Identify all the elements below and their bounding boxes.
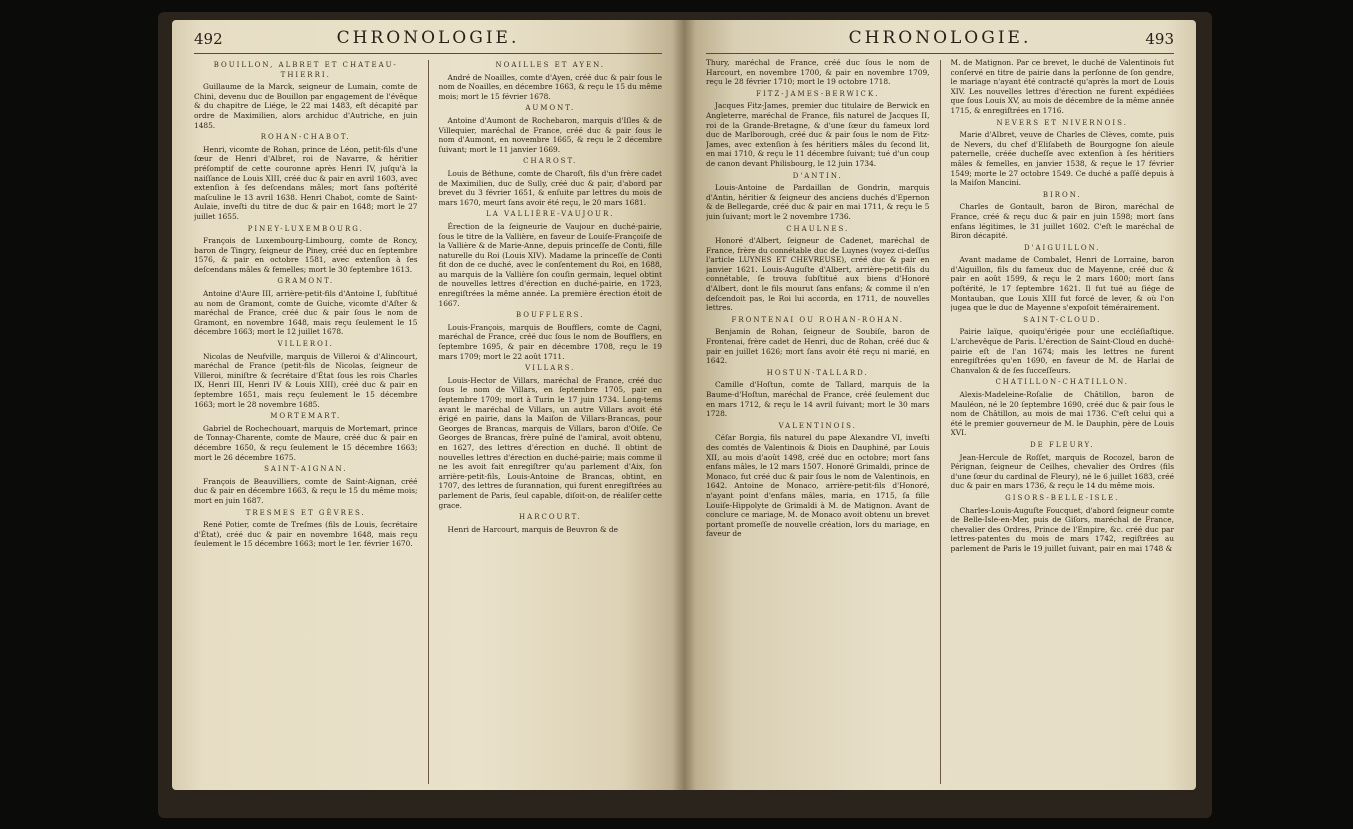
entry-heading: GISORS-BELLE-ISLE. [1005, 493, 1120, 502]
entry-text: Louis de Béthune, comte de Charoſt, fils d'un frère cadet de Maximilien, duc de Sully, créé duc & pair, d'abord par brevet du 3 février 1651, & enſuite par lettres du mois de mars 1670, meurt ſans avoir été reçu, le 20 mars 1681. [438, 168, 662, 207]
entry-text: François de Luxembourg-Limbourg, comte de Roncy, baron de Tingry, ſeigneur de Piney, créé duc en ſeptembre 1576, & pair en octobre 1581, avec extenſion à ſes deſcendans mâles & femelles; mort le 30 ſeptembre 1613. [194, 236, 418, 274]
entry-heading: MORTEMART. [270, 412, 342, 421]
entry-text: Henri de Harcourt, marquis de Beuvron & de [447, 524, 618, 534]
entry-text: Charles de Gontault, baron de Biron, maréchal de France, créé & reçu duc & pair en juin 1598; mort ſans enfans légitimes, le 31 juillet 1602. C'eſt le maréchal de Biron décapité. [950, 202, 1174, 241]
entry-heading: BOUILLON, ALBRET ET CHATEAU-THIERRI. [213, 61, 398, 79]
entry-text: Charles-Louis-Auguſte Foucquet, d'abord ſeigneur comte de Belle-Isle-en-Mer, puis de Giſors, maréchal de France, chevalier des Ordres, Prince de l'Empire, &c. créé duc par lettres-patentes du mois de mars 1742, regiſtrées au parlement de Paris le 19 juillet ſuivant, pair en mai 1748 & [950, 505, 1174, 553]
entry-text: Louis-Hector de Villars, maréchal de France, créé duc ſous le nom de Villars, en ſeptembre 1705, pair en ſeptembre 1709; mort à Turin le 17 juin 1734. Long-tems avant le maréchal de Villars, un autre Villars avoit été érigé en pairie, dans la Maiſon de Villars-Brancas, pour Georges de Brancas, marquis de Villars, baron d'Oiſe. Ce Georges de Brancas, frère puîné de l'amiral, avoit obtenu, en 1627, des lettres d'érection en duché. Il obtint de nouvelles lettres d'érection en duché-pairie; mais comme il ne les avoit fait enregiſtrer qu'au parlement d'Aix, ſon arrière-petit-fils, Louis-Antoine de Brancas, obtint, en 1707, des lettres de ſurannation, qui furent enregiſtrées au parlement de Paris, ſeul capable, diſoit-on, de réaliſer cette grace. [438, 375, 662, 510]
entry-heading: HOSTUN-TALLARD. [766, 368, 869, 377]
entry-heading: VILLEROI. [277, 340, 334, 349]
entry-text: M. de Matignon. Par ce brevet, le duché de Valentinois fut conſervé en titre de pairie dans la perſonne de ſon gendre, le mariage n'ayant été contracté qu'après la mort de Louis XIV. Les nouvelles lettres d'érection ne furent expédiées que ſous Louis XV, au mois de décembre de la même année 1715, & enregiſtrées en 1716. [950, 58, 1174, 115]
entry-heading: FITZ-JAMES-BERWICK. [756, 89, 880, 98]
entry-text: Henri, vicomte de Rohan, prince de Léon, petit-fils d'une ſœur de Henri d'Albret, roi de Navarre, & héritier préſomptif de cette couronne après Henri IV, juſqu'à la naiſſance de Louis XIII, créé duc & pair en avril 1603, avec extenſion à ſes deſcendans mâles; mort ſans poſtérité maſculine le 13 avril 1638. Henri Chabot, comte de Saint-Aulaie, inveſti du titre de duc & pair en 1648; mort le 27 juillet 1655. [194, 144, 418, 221]
right-head-rule [706, 53, 1174, 54]
entry-heading: LA VALLIÈRE-VAUJOUR. [486, 210, 615, 219]
entry-heading: CHAROST. [523, 157, 578, 166]
entry-heading: HARCOURT. [519, 513, 582, 522]
left-column-2 [439, 58, 663, 784]
right-columns [706, 58, 1174, 784]
entry-heading: TRESMES ET GÈVRES. [245, 508, 366, 517]
entry-text: Louis-Antoine de Pardaillan de Gondrin, marquis d'Antin, héritier & ſeigneur des anciens duchés d'Epernon & de Bellegarde, créé duc & pair en mai 1711, & reçu le 5 juin ſuivant; mort le 2 novembre 1736. [706, 183, 930, 221]
entry-heading: CHAULNES. [786, 224, 850, 233]
right-running-head [706, 28, 1174, 54]
entry-heading: ROHAN-CHABOT. [260, 133, 351, 142]
left-columns [194, 58, 662, 784]
entry-heading: SAINT-AIGNAN. [264, 465, 348, 474]
entry-text: André de Noailles, comte d'Ayen, créé duc & pair ſous le nom de Noailles, en décembre 1663, & reçu le 15 du même mois; mort le 15 février 1678. [438, 72, 662, 101]
entry-heading: NEVERS ET NIVERNOIS. [996, 118, 1128, 127]
entry-text: Alexis-Madeleine-Roſalie de Châtillon, baron de Mauléon, né le 20 ſeptembre 1690, créé duc & pair ſous le nom de Châtillon, au mois de mai 1736. C'eſt celui qui a été le premier gouverneur de M. le Dauphin, père de Louis XVI. [950, 390, 1174, 438]
right-column-1 [706, 58, 930, 784]
entry-text: Guillaume de la Marck, seigneur de Lumain, comte de Chini, devenu duc de Bouillon par engagement de l'évêque & du chapitre de Liége, le 22 mai 1483, eſt décapité par ordre de Maximilien, alors archiduc d'Autriche, en juin 1485. [194, 82, 418, 130]
entry-heading: BIRON. [1042, 190, 1082, 199]
left-running-head [194, 28, 662, 54]
left-column-divider [428, 60, 429, 784]
entry-text: Honoré d'Albert, ſeigneur de Cadenet, maréchal de France, frère du connétable duc de Luynes (voyez ci-deſſus l'article LUYNES ET CHEVREUSE), créé duc & pair en janvier 1621. Louis-Auguſte d'Albert, arrière-petit-fils du connétable, ſe trouva ſubſtitué aux biens d'Honoré d'Albert, dont le fils mourut ſans enfans; & comme il n'en deſcendoit pas, le Roi lui accorda, en 1711, de nouvelles lettres. [706, 236, 930, 313]
entry-text: Gabriel de Rochechouart, marquis de Mortemart, prince de Tonnay-Charente, comte de Maure, créé duc & pair en décembre 1650, & reçu ſeulement le 15 décembre 1663; mort le 26 décembre 1675. [194, 423, 418, 462]
right-column-2 [951, 58, 1175, 784]
right-page-number: 493 [1145, 30, 1174, 48]
entry-text: Thury, maréchal de France, créé duc ſous le nom de Harcourt, en novembre 1700, & pair en novembre 1709, reçu le 28 février 1710; mort le 19 octobre 1718. [706, 58, 930, 87]
entry-text: Marie d'Albret, veuve de Charles de Clèves, comte, puis de Nevers, du chef d'Eliſabeth de Bourgogne ſon aïeule paternelle, créée ducheſſe avec extenſion à ſes héritiers mâles & femelles, en janvier 1538, & reçue le 17 février 1549; morte le 27 octobre 1549. Ce duché a paſſé depuis à la Maiſon Mancini. [950, 130, 1174, 188]
entry-text: Jacques Fitz-James, premier duc titulaire de Berwick en Angleterre, maréchal de France, fils naturel de Jacques II, roi de la Grande-Bretagne, & d'une ſœur du fameux lord duc de Marlborough, créé duc & pair ſous le nom de Fitz-James, avec extenſion à ſes héritiers mâles du ſecond lit, en mai 1710, & reçu le 11 décembre ſuivant; tué d'un coup de canon devant Philisbourg, le 12 juin 1734. [706, 101, 930, 168]
left-page [172, 20, 684, 790]
entry-text: Benjamin de Rohan, ſeigneur de Soubiſe, baron de Frontenai, frère cadet de Henri, duc de Rohan, créé duc & pair en juillet 1626; mort ſans avoir été reçu ni marié, en 1642. [706, 327, 930, 366]
entry-text: Pairie laïque, quoiqu'érigée pour une eccléſiaſtique. L'archevêque de Paris. L'érection de Saint-Cloud en duché-pairie eſt de l'an 1674; mais les lettres ne furent enregiſtrées qu'en 1690, en faveur de M. de Harlai de Chanvalon & de ſes ſucceſſeurs. [950, 327, 1174, 375]
entry-text: Jean-Hercule de Roſſet, marquis de Rocozel, baron de Pérignan, ſeigneur de Ceilhes, chevalier des Ordres (fils d'une ſœur du cardinal de Fleury), né le 6 juillet 1683, créé duc & pair en mars 1736, & reçu le 14 du même mois. [950, 452, 1174, 491]
entry-text: Camille d'Hoſtun, comte de Tallard, marquis de la Baume-d'Hoſtun, maréchal de France, créé ſeulement duc en mars 1712, & reçu le 14 avril ſuivant; mort le 30 mars 1728. [706, 380, 930, 419]
left-head-rule [194, 53, 662, 54]
entry-heading: VALENTINOIS. [778, 421, 857, 430]
entry-heading: FRONTENAI OU ROHAN-ROHAN. [731, 315, 905, 324]
book-gutter [672, 20, 696, 790]
entry-heading: PINEY-LUXEMBOURG. [247, 224, 364, 233]
entry-text: Nicolas de Neufville, marquis de Villeroi & d'Alincourt, maréchal de France (petit-fils de Nicolas, ſeigneur de Villeroi, miniſtre & ſecrétaire d'État ſous les rois Charles IX, Henri III, Henri IV & Louis XIII), créé duc & pair en ſeptembre 1651, mais reçu ſeulement le 15 décembre 1663; mort le 28 novembre 1685. [194, 351, 418, 409]
left-column-1 [194, 58, 418, 784]
entry-text: Louis-François, marquis de Boufflers, comte de Cagni, maréchal de France, créé duc ſous le nom de Boufflers, en ſeptembre 1695, & pair en décembre 1708, reçu le 19 mars 1709; mort le 22 août 1711. [438, 322, 662, 361]
entry-text: Avant madame de Combalet, Henri de Lorraine, baron d'Aiguillon, fils du fameux duc de Mayenne, créé duc & pair en août 1599, & reçu le 2 mars 1600; mort ſans poſtérité, le 17 ſeptembre 1621. Il fut tué au ſiége de Montauban, que Louis XIII fut forcé de lever, & où l'on jugea que le duc de Mayenne s'expoſoit témérairement. [950, 255, 1174, 313]
entry-text: Céſar Borgia, fils naturel du pape Alexandre VI, inveſti des comtés de Valentinois & Diois en Dauphiné, par Louis XII, au mois d'août 1498, créé duc en octobre; mort ſans enfans mâles, le 12 mars 1507. Honoré Grimaldi, prince de Monaco, fut créé duc & pair ſous le nom de Valentinois, en 1642. Antoine de Monaco, arrière-petit-fils d'Honoré, n'ayant point d'enfans mâles, maria, en 1715, ſa fille Louiſe-Hippolyte de Grimaldi à M. de Matignon. Avant de conclure ce mariage, M. de Monaco avoit obtenu un brevet portant promeſſe de nouvelle création, lors du mariage, en faveur de [706, 433, 930, 539]
entry-heading: SAINT-CLOUD. [1023, 315, 1102, 324]
entry-heading: D'ANTIN. [792, 171, 843, 180]
entry-heading: VILLARS. [525, 364, 576, 373]
entry-text: François de Beauvilliers, comte de Saint-Aignan, créé duc & pair en décembre 1663, & reçu le 15 du même mois; mort en juin 1687. [194, 476, 418, 505]
right-page-title: CHRONOLOGIE. [848, 28, 1032, 48]
entry-text: Érection de la ſeigneurie de Vaujour en duché-pairie, ſous le titre de la Vallière, en faveur de Louiſe-Françoiſe de la Vallière & de Marie-Anne, depuis princeſſe de Conti, fille naturelle du Roi (Louis XIV). Madame la princeſſe de Conti fit don de ce duché, avec le conſentement du Roi, en 1688, au marquis de la Vallière ſon couſin germain, lequel obtint de nouvelles lettres d'érection en duché-pairie, en 1723, enregiſtrées la même année. La première érection étoit de 1667. [438, 221, 662, 308]
entry-text: Antoine d'Aure III, arrière-petit-fils d'Antoine I, ſubſtitué au nom de Gramont, comte de Guiche, vicomte d'Aſter & maréchal de France, créé duc & pair ſous le nom de Gramont, en novembre 1648, mais reçu ſeulement le 15 décembre 1663; mort le 12 juillet 1678. [194, 289, 418, 337]
entry-heading: DE FLEURY. [1030, 440, 1095, 449]
right-page [684, 20, 1196, 790]
entry-heading: CHATILLON-CHATILLON. [995, 378, 1130, 387]
entry-heading: AUMONT. [525, 104, 576, 113]
entry-text: Antoine d'Aumont de Rochebaron, marquis d'Iſles & de Villequier, maréchal de France, créé duc & pair ſous le nom d'Aumont, en novembre 1665, & reçu le 2 décembre ſuivant; mort le 11 janvier 1669. [438, 115, 662, 154]
entry-text: René Potier, comte de Treſmes (fils de Louis, ſecrétaire d'État), créé duc & pair en novembre 1648, mais reçu ſeulement le 15 décembre 1663; mort le 1er. février 1670. [194, 520, 418, 549]
left-page-number: 492 [194, 30, 223, 48]
entry-heading: NOAILLES ET AYEN. [495, 61, 606, 69]
left-page-title: CHRONOLOGIE. [336, 28, 520, 48]
entry-heading: D'AIGUILLON. [1023, 243, 1101, 252]
entry-heading: BOUFFLERS. [516, 311, 585, 320]
right-column-divider [940, 60, 941, 784]
entry-heading: GRAMONT. [277, 277, 335, 286]
